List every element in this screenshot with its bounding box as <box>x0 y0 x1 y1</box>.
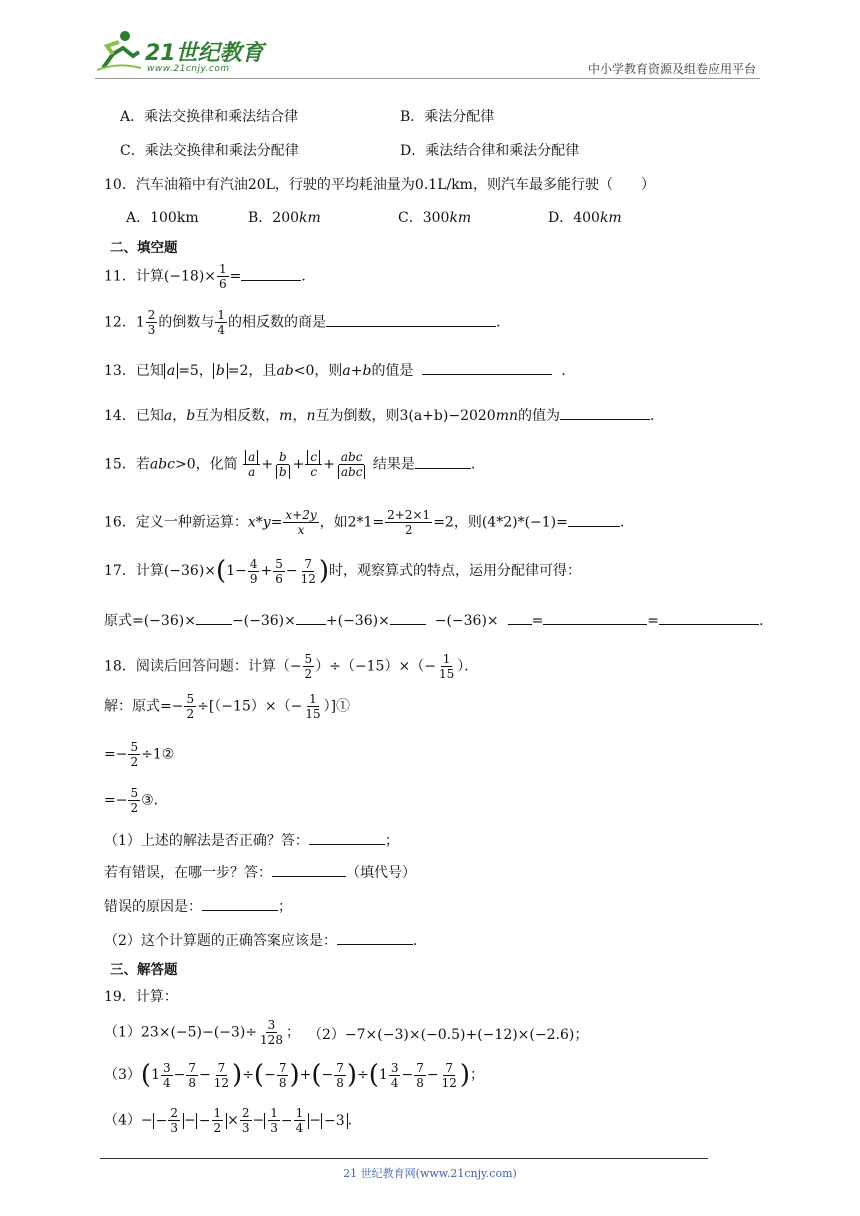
q19-part2: （2）−7×(−3)×(−0.5)+(−12)×(−2.6)； <box>308 1027 589 1043</box>
logo-url: www.21cnjy.com <box>147 64 230 74</box>
q18-q3: 错误的原因是： ； <box>104 899 292 915</box>
q17-line2: 原式=(−36)× −(−36)× +(−36)× −(−36)× = = . <box>104 613 764 629</box>
q9-option-b: B．乘法分配律 <box>400 109 495 125</box>
q19-part4: （4）− − $\frac{2}{3}$ − − $\frac{1}{2}$ × $\frac{2}{3}$ − $\frac{1}{3}$ − $\frac{1}{4}$ − −3 . <box>104 1106 353 1135</box>
q10-option-d: D．400km <box>548 210 622 226</box>
footer-text: 21 世纪教育网(www.21cnjy.com) <box>343 1167 517 1180</box>
footer-divider <box>100 1158 708 1159</box>
site-logo <box>95 28 295 78</box>
q18-solution: 解：原式=− $\frac{5}{2}$ ÷[（−15）×（− $\frac{1}{15}$ ）]① <box>104 692 351 721</box>
q17: 17．计算(−36)×(1− $\frac{4}{9}$ + $\frac{5}{6}$ − $\frac{7}{12}$ )时，观察算式的特点，运用分配律可得： <box>104 556 582 586</box>
q10-stem: 10．汽车油箱中有汽油20L，行驶的平均耗油量为0.1L/km，则汽车最多能行驶（ ） <box>104 177 655 193</box>
q18-q4: （2）这个计算题的正确答案应该是： . <box>104 933 418 949</box>
section-solve: 三、解答题 <box>110 962 178 978</box>
q9-option-a: A．乘法交换律和乘法结合律 <box>120 109 299 125</box>
q9-option-c: C．乘法交换律和乘法分配律 <box>120 143 299 159</box>
q10-option-c: C．300km <box>398 210 472 226</box>
q15: 15．若abc>0，化简 $\frac{a}{a}$ + $\frac{b}{b}$ + $\frac{c}{c}$ + $\frac{\text{abc}}{\text{abc}}$ 结果是 . <box>104 450 476 479</box>
section-fill-in: 二、填空题 <box>110 240 178 256</box>
q16: 16．定义一种新运算：x*y= $\frac{x+2y}{x}$ ，如2*1= $\frac{2+2\times 1}{2}$ =2，则(4*2)*(−1)= . <box>104 508 625 537</box>
q11: 11．计算(−18)× $\frac{1}{6}$ = . <box>104 262 306 291</box>
q10-option-a: A．100km <box>126 210 199 226</box>
q18-step3: =− $\frac{5}{2}$ ③. <box>104 786 159 815</box>
q18-q1: （1）上述的解法是否正确？答： ； <box>104 833 399 849</box>
q19-part3: （3）(1 $\frac{3}{4}$ − $\frac{7}{8}$ − $\frac{7}{12}$ )÷(− $\frac{7}{8}$ )+(− $\frac{7}{8}$ )÷(1 $\frac{3}{4}$ − $\frac{7}{8}$ − $\frac{7}{12}$ )； <box>104 1060 485 1090</box>
runner-logo-icon <box>95 28 143 72</box>
q14: 14．已知a，b互为相反数，m，n互为倒数，则3(a+b)−2020mn的值为 . <box>104 408 655 424</box>
q19-stem: 19．计算： <box>104 989 178 1005</box>
logo-name: 21世纪教育 <box>145 41 264 66</box>
q18-stem: 18．阅读后回答问题：计算（− $\frac{5}{2}$ ）÷（−15）×（− $\frac{1}{15}$ ）． <box>104 652 479 681</box>
header-tagline: 中小学教育资源及组卷应用平台 <box>587 62 756 76</box>
q18-step2: =− $\frac{5}{2}$ ÷1② <box>104 740 175 769</box>
q19-part1: （1）23×(−5)−(−3)÷ $\frac{3}{128}$ ； <box>104 1018 300 1047</box>
q13: 13．已知 a =5， b =2，且ab<0，则a+b的值是 . <box>104 363 566 379</box>
q12: 12．1 $\frac{2}{3}$ 的倒数与 $\frac{1}{4}$ 的相反数的商是 . <box>104 308 501 337</box>
q9-option-d: D．乘法结合律和乘法分配律 <box>400 143 580 159</box>
header-divider <box>95 78 760 79</box>
q18-q2: 若有错误，在哪一步？答： （填代号） <box>104 865 416 881</box>
q10-option-b: B．200km <box>248 210 321 226</box>
